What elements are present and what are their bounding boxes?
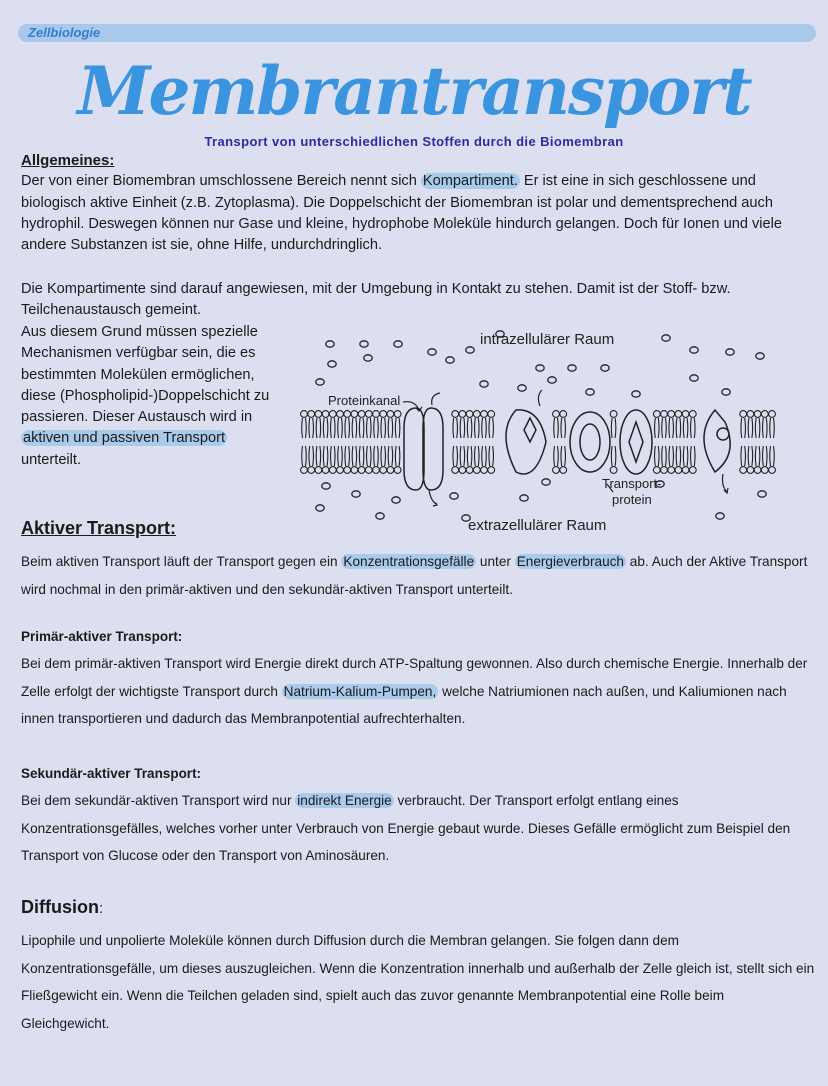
lipid-head	[610, 467, 617, 474]
lipid-tail	[554, 446, 559, 466]
lipid-head	[329, 467, 336, 474]
allgemeines-paragraph-3	[21, 322, 281, 471]
lipid-tail	[309, 418, 314, 438]
lipid-tail	[482, 418, 487, 438]
lipid-tail	[331, 446, 336, 466]
lipid-head	[373, 411, 380, 418]
text: Er ist eine in sich geschlossene und biologisch aktive Einheit (z.B. Zytoplasma). Die Doppelschicht der Biomembran ist polar und dementsprechend auch hydrophil. Deswegen können nur Gase und kleine, hydrophobe Moleküle hindurch gelangen. Doch für Ionen und viele andere Substanzen ist sie, ohne Hilfe, undurchdringlich.	[21, 173, 783, 254]
molecule	[568, 365, 576, 371]
lipid-head	[351, 411, 358, 418]
molecule	[364, 355, 372, 361]
lipid-tail	[763, 418, 768, 438]
lipid-tail	[395, 418, 400, 438]
lipid-head	[308, 411, 315, 418]
lipid-head	[553, 411, 560, 418]
lipid-tail	[374, 418, 379, 438]
lipid-tail	[770, 418, 775, 438]
lipid-tail	[316, 446, 321, 466]
lipid-tail	[683, 418, 688, 438]
lipid-tail	[331, 418, 336, 438]
lipid-tail	[395, 446, 400, 466]
molecule	[690, 375, 698, 381]
lipid-tail	[770, 446, 775, 466]
molecule	[542, 479, 550, 485]
lipid-head	[754, 411, 761, 418]
lipid-tail	[352, 446, 357, 466]
lipid-head	[380, 467, 387, 474]
lipid-tail	[748, 446, 753, 466]
lipid-tail	[323, 418, 328, 438]
lipid-tail	[475, 418, 480, 438]
lipid-tail	[741, 446, 746, 466]
label-proteinkanal: Proteinkanal	[328, 393, 401, 408]
transport-protein-1	[506, 410, 546, 474]
text: Aus diesem Grund müssen spezielle Mechanismen verfügbar sein, die es bestimmten Molekülen ermöglichen, diese (Phospholipid-)Doppelschicht zu passieren. Dieser Austausch wird in	[21, 324, 270, 426]
lipid-head	[668, 411, 675, 418]
lipid-head	[761, 411, 768, 418]
lipid-head	[689, 467, 696, 474]
lipid-head	[373, 467, 380, 474]
lipid-head	[481, 411, 488, 418]
lipid-tail	[662, 446, 667, 466]
text: Bei dem sekundär-aktiven Transport wird nur	[21, 793, 292, 808]
lipid-head	[675, 411, 682, 418]
lipid-head	[553, 467, 560, 474]
lipid-head	[322, 411, 329, 418]
lipid-tail	[345, 446, 350, 466]
lipid-tail	[669, 446, 674, 466]
lipid-head	[488, 467, 495, 474]
aktiver-transport-heading: Aktiver Transport:	[21, 518, 177, 538]
lipid-tail	[763, 446, 768, 466]
molecule	[548, 377, 556, 383]
lipid-head	[329, 411, 336, 418]
lipid-head	[668, 467, 675, 474]
primaer-heading: Primär-aktiver Transport:	[21, 629, 183, 644]
lipid-head	[315, 467, 322, 474]
molecule	[690, 347, 698, 353]
lipid-tail	[460, 418, 465, 438]
molecule	[466, 347, 474, 353]
molecule	[758, 491, 766, 497]
lipid-tail	[669, 418, 674, 438]
primaer-text	[21, 650, 816, 733]
lipid-tail	[381, 446, 386, 466]
molecule	[536, 365, 544, 371]
lipid-head	[653, 411, 660, 418]
molecule	[632, 391, 640, 397]
lipid-head	[358, 411, 365, 418]
lipid-tail	[388, 418, 393, 438]
lipid-tail	[662, 418, 667, 438]
highlight-transport: aktiven und passiven Transport	[23, 430, 225, 447]
lipid-head	[452, 411, 459, 418]
lipid-tail	[367, 446, 372, 466]
molecule	[586, 389, 594, 395]
lipid-tail	[655, 418, 660, 438]
molecule	[352, 491, 360, 497]
lipid-head	[661, 467, 668, 474]
highlight-konzentrationsgefaelle: Konzentrationsgefälle	[343, 554, 475, 569]
text: welche Natriumionen nach außen, und Kaliumionen nach innen transportieren und dadurch das Membranpotential aufrechterhalten.	[21, 683, 787, 726]
lipid-tail	[467, 418, 472, 438]
sekundaer-heading: Sekundär-aktiver Transport:	[21, 766, 202, 781]
lipid-head	[473, 411, 480, 418]
lipid-tail	[741, 418, 746, 438]
category-bar	[18, 24, 816, 42]
molecule	[428, 349, 436, 355]
allgemeines-section	[21, 150, 811, 256]
lipid-head	[358, 467, 365, 474]
lipid-tail	[475, 446, 480, 466]
lipid-tail	[338, 418, 343, 438]
lipid-tail	[345, 418, 350, 438]
highlight-energieverbrauch: Energieverbrauch	[516, 554, 624, 569]
text: unterteilt.	[21, 451, 82, 468]
lipid-tail	[561, 418, 566, 438]
molecule	[394, 341, 402, 347]
lipid-head	[380, 411, 387, 418]
lipid-head	[452, 467, 459, 474]
molecule	[480, 381, 488, 387]
label-intrazellulaer: intrazellulärer Raum	[480, 331, 615, 348]
label-transportprotein-1: Transport-	[602, 476, 662, 491]
lipid-head	[394, 411, 401, 418]
label-transportprotein-2: protein	[612, 492, 652, 507]
diffusion-heading	[21, 897, 103, 918]
page-title: Membrantransport	[77, 52, 751, 130]
molecule	[322, 483, 330, 489]
lipid-head	[344, 411, 351, 418]
lipid-head	[301, 467, 308, 474]
lipid-head	[740, 467, 747, 474]
lipid-tail	[453, 418, 458, 438]
lipid-head	[387, 467, 394, 474]
lipid-head	[769, 411, 776, 418]
molecule	[316, 505, 324, 511]
lipid-tail	[755, 418, 760, 438]
lipid-tail	[302, 446, 307, 466]
aktiver-transport-text	[21, 548, 816, 603]
lipid-tail	[489, 418, 494, 438]
lipid-head	[661, 411, 668, 418]
lipid-tail	[381, 418, 386, 438]
molecule	[518, 385, 526, 391]
lipid-tail	[338, 446, 343, 466]
lipid-head	[560, 411, 567, 418]
lipid-head	[466, 411, 473, 418]
lipid-head	[682, 467, 689, 474]
lipid-head	[761, 467, 768, 474]
highlight-indirekt-energie: indirekt Energie	[297, 793, 392, 808]
molecule	[662, 335, 670, 341]
molecule	[326, 341, 334, 347]
molecule	[601, 365, 609, 371]
lipid-head	[365, 467, 372, 474]
protein-channel	[404, 408, 443, 490]
molecule	[722, 389, 730, 395]
lipid-tail	[388, 446, 393, 466]
lipid-head	[610, 411, 617, 418]
lipid-head	[747, 467, 754, 474]
lipid-tail	[367, 418, 372, 438]
lipid-tail	[352, 418, 357, 438]
lipid-head	[322, 467, 329, 474]
text: ab. Auch der Aktive Transport wird nochmal in den primär-aktiven und den sekundär-aktiven Transport unterteilt.	[21, 554, 808, 597]
page-subtitle: Transport von unterschiedlichen Stoffen durch die Biomembran	[204, 134, 624, 149]
molecule	[392, 497, 400, 503]
molecule	[716, 513, 724, 519]
lipid-tail	[482, 446, 487, 466]
lipid-head	[754, 467, 761, 474]
lipid-head	[459, 411, 466, 418]
molecule	[756, 353, 764, 359]
lipid-tail	[323, 446, 328, 466]
text: verbraucht. Der Transport erfolgt entlang eines Konzentrationsgefälles, welches vorher unter Verbrauch von Energie gebaut wurde. Dieses Gefälle ermöglicht zum Beispiel den Transport von Glucose oder den Transport von Aminosäuren.	[21, 793, 791, 863]
lipid-head	[488, 411, 495, 418]
lipid-head	[337, 467, 344, 474]
membrane-diagram	[290, 322, 790, 537]
lipid-tail	[489, 446, 494, 466]
lipid-tail	[309, 446, 314, 466]
lipid-head	[675, 467, 682, 474]
text: unter	[479, 554, 511, 569]
transport-protein-3	[620, 410, 652, 474]
lipid-head	[769, 467, 776, 474]
lipid-tail	[611, 446, 616, 466]
lipid-tail	[676, 418, 681, 438]
lipid-head	[689, 411, 696, 418]
lipid-tail	[467, 446, 472, 466]
lipid-tail	[611, 418, 616, 438]
lipid-tail	[359, 446, 364, 466]
lipid-tail	[655, 446, 660, 466]
lipid-head	[653, 467, 660, 474]
label-extrazellulaer: extrazellulärer Raum	[468, 517, 607, 534]
lipid-tail	[374, 446, 379, 466]
lipid-tail	[755, 446, 760, 466]
molecule	[520, 495, 528, 501]
highlight-natrium-kalium: Natrium-Kalium-Pumpen,	[283, 683, 437, 699]
lipid-tail	[460, 446, 465, 466]
molecule	[726, 349, 734, 355]
diffusion-title: Diffusion	[21, 897, 99, 917]
lipid-head	[459, 467, 466, 474]
lipid-tail	[676, 446, 681, 466]
category-label: Zellbiologie	[28, 25, 101, 40]
lipid-head	[473, 467, 480, 474]
molecule	[376, 513, 384, 519]
diffusion-colon: :	[99, 900, 104, 917]
allgemeines-paragraph-2: Die Kompartimente sind darauf angewiesen, mit der Umgebung in Kontakt zu stehen. Damit ist der Stoff- bzw. Teilchenaustausch gemeint.	[21, 281, 731, 319]
lipid-tail	[691, 418, 696, 438]
molecule	[360, 341, 368, 347]
lipid-head	[560, 467, 567, 474]
lipid-head	[387, 411, 394, 418]
lipid-tail	[561, 446, 566, 466]
lipid-head	[344, 467, 351, 474]
lipid-tail	[554, 418, 559, 438]
lipid-tail	[691, 446, 696, 466]
lipid-head	[466, 467, 473, 474]
highlight-kompartiment: Kompartiment.	[422, 173, 518, 190]
lipid-tail	[359, 418, 364, 438]
lipid-head	[315, 411, 322, 418]
lipid-tail	[683, 446, 688, 466]
lipid-head	[682, 411, 689, 418]
sekundaer-text	[21, 787, 816, 870]
lipid-head	[740, 411, 747, 418]
lipid-head	[351, 467, 358, 474]
allgemeines-heading: Allgemeines:	[21, 152, 115, 169]
molecule	[328, 361, 336, 367]
molecule	[316, 379, 324, 385]
molecule	[446, 357, 454, 363]
lipid-head	[365, 411, 372, 418]
lipid-head	[747, 411, 754, 418]
diffusion-text: Lipophile und unpolierte Moleküle können durch Diffusion durch die Membran gelangen. Sie folgen dann dem Konzentrationsgefälle, um dieses auszugleichen. Wenn die Konzentration innerhalb und außerhalb der Zelle gleich ist, stellt sich ein Fließgewicht ein. Wenn die Teilchen geladen sind, spielt auch das zuvor genannte Membranpotential eine Rolle beim Gleichgewicht.	[21, 933, 815, 1031]
lipid-head	[337, 411, 344, 418]
lipid-tail	[748, 418, 753, 438]
lipid-tail	[302, 418, 307, 438]
transport-protein-2	[570, 412, 610, 472]
lipid-head	[301, 411, 308, 418]
lipid-head	[481, 467, 488, 474]
lipid-tail	[453, 446, 458, 466]
allgemeines-paragraph-1	[21, 171, 811, 256]
text: Der von einer Biomembran umschlossene Bereich nennt sich	[21, 173, 417, 190]
text: Beim aktiven Transport läuft der Transport gegen ein	[21, 554, 338, 569]
molecule	[450, 493, 458, 499]
lipid-head	[394, 467, 401, 474]
lipid-tail	[316, 418, 321, 438]
transport-protein-4	[704, 410, 730, 472]
text: Bei dem primär-aktiven Transport wird Energie direkt durch ATP-Spaltung gewonnen. Also durch chemische Energie. Innerhalb der Zelle erfolgt der wichtigste Transport durch	[21, 656, 808, 699]
lipid-head	[308, 467, 315, 474]
